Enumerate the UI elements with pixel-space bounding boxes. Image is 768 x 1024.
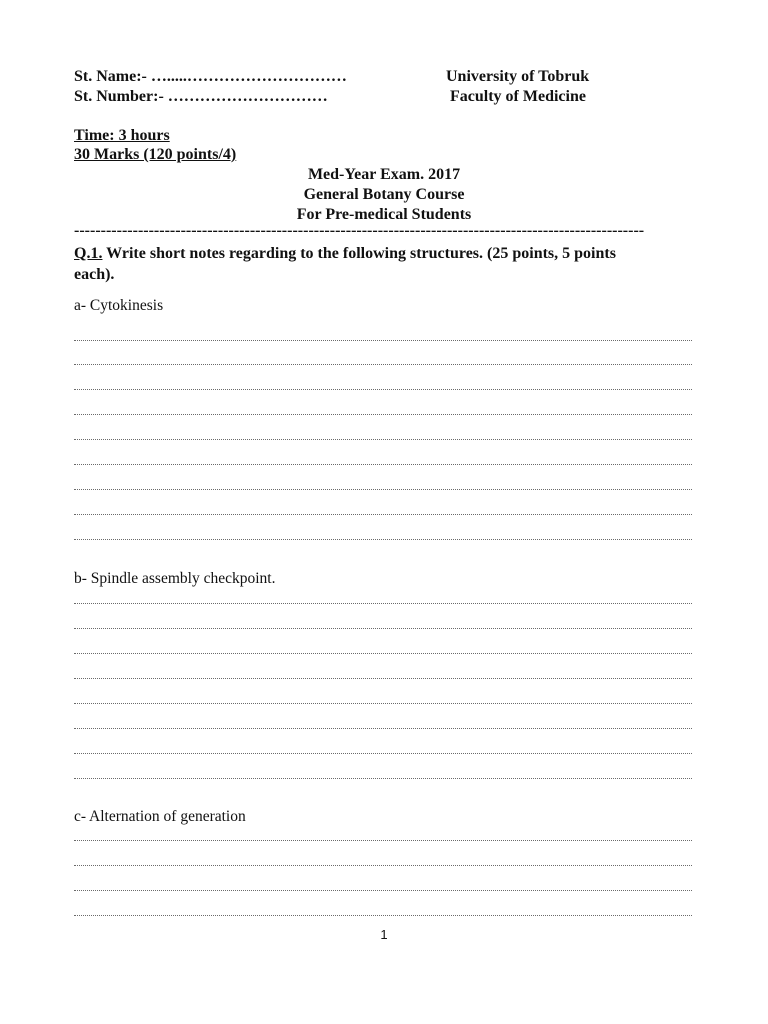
header-separator: ----------------------------------------------------------------------------------------------------------- bbox=[74, 222, 645, 239]
student-number-field[interactable]: St. Number:- ………………………… bbox=[74, 88, 328, 105]
answer-line[interactable] bbox=[74, 439, 692, 440]
question-1-line1 bbox=[74, 245, 616, 263]
answer-line[interactable] bbox=[74, 778, 692, 779]
question-text: Write short notes regarding to the following structures. (25 points, 5 points bbox=[106, 245, 616, 262]
answer-line[interactable] bbox=[74, 414, 692, 415]
part-b-label: b- Spindle assembly checkpoint. bbox=[74, 570, 276, 587]
answer-line[interactable] bbox=[74, 389, 692, 390]
answer-line[interactable] bbox=[74, 514, 692, 515]
answer-line[interactable] bbox=[74, 603, 692, 604]
answer-line[interactable] bbox=[74, 464, 692, 465]
answer-line[interactable] bbox=[74, 628, 692, 629]
audience-title: For Pre-medical Students bbox=[296, 206, 472, 223]
faculty-name: Faculty of Medicine bbox=[450, 88, 586, 105]
answer-line[interactable] bbox=[74, 539, 692, 540]
answer-line[interactable] bbox=[74, 890, 692, 891]
course-title: General Botany Course bbox=[303, 186, 465, 203]
answer-line[interactable] bbox=[74, 753, 692, 754]
answer-line[interactable] bbox=[74, 728, 692, 729]
answer-line[interactable] bbox=[74, 703, 692, 704]
question-number: Q.1. bbox=[74, 245, 103, 262]
answer-line[interactable] bbox=[74, 865, 692, 866]
student-name-field[interactable]: St. Name:- ….....………………………… bbox=[74, 68, 347, 85]
part-a-label: a- Cytokinesis bbox=[74, 297, 164, 314]
answer-line[interactable] bbox=[74, 340, 692, 341]
answer-line[interactable] bbox=[74, 489, 692, 490]
answer-line[interactable] bbox=[74, 840, 692, 841]
answer-line[interactable] bbox=[74, 915, 692, 916]
exam-time: Time: 3 hours bbox=[74, 127, 170, 144]
page-number: 1 bbox=[380, 927, 388, 942]
question-text-cont: each). bbox=[74, 266, 115, 283]
university-name: University of Tobruk bbox=[446, 68, 590, 85]
answer-line[interactable] bbox=[74, 364, 692, 365]
answer-line[interactable] bbox=[74, 653, 692, 654]
exam-marks: 30 Marks (120 points/4) bbox=[74, 146, 237, 163]
part-c-label: c- Alternation of generation bbox=[74, 808, 246, 825]
answer-line[interactable] bbox=[74, 678, 692, 679]
exam-title: Med-Year Exam. 2017 bbox=[307, 166, 461, 183]
